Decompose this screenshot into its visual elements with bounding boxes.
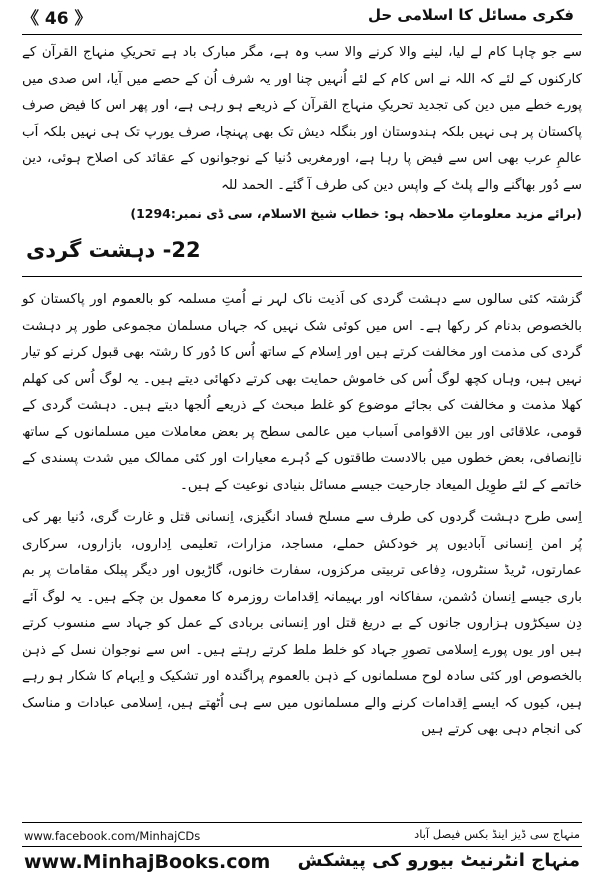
footer-publisher: منہاج سی ڈیز اینڈ بکس فیصل آباد [414, 827, 580, 841]
footer-divider-lower [22, 846, 582, 847]
reference-note [22, 203, 582, 225]
reference-number: 1294 [136, 206, 171, 221]
section-heading: 22- دہشت گردی [26, 238, 201, 262]
heading-underline [22, 276, 582, 277]
page-number: 《 46 》 [22, 9, 92, 29]
intro-paragraph: سے جو چاہا کام لے لیا، لینے والا کرنے والا سب وہ ہے، مگر مبارک باد ہے تحریکِ منہاج القرآن کے کارکنوں کے لئے کہ اللہ نے اس کام کے لئے اُنہیں چنا اور یہ شرف اُن کے حصے میں آیا، اس صدی میں پورے خطے میں دین کی تجدید تحریکِ منہاج القرآن کے ذریعے ہو رہی ہے، اور پھر اس کا فیض صرف پاکستان پر ہی نہیں بلکہ ہندوستان اور بنگلہ دیش تک بھی پہنچا، صرف یورپ تک ہی نہیں بلکہ اَب عالمِ عرب بھی اس سے فیض پا رہا ہے، اورمغربی دُنیا کے نوجوانوں کے عقائد کی اصلاح ہوئی، دین سے دُور بھاگنے والے پلٹ کے واپس دین کی طرف آ گئے۔ الحمد للہ [22, 45, 582, 193]
footer-presentation: منہاج انٹرنیٹ بیورو کی پیشکش [297, 850, 580, 871]
section-paragraph: گزشتہ کئی سالوں سے دہشت گردی کی اَذیت ناک لہر نے اُمتِ مسلمہ کو بالعموم اور پاکستان کو بالخصوص بدنام کر رکھا ہے۔ اس میں کوئی شک نہیں کہ جہاں مسلمان مجموعی طور پر دہشت گردی کی مذمت اور مخالفت کرتے ہیں اور اِسلام کے ساتھ اُس کا دُور کا رشتہ بھی قبول کرنے کو تیار نہیں ہیں، وہاں کچھ لوگ اُس کی خاموش حمایت بھی کرتے دکھائی دیتے ہیں۔ یہ لوگ اُس کی کھلم کھلا مذمت و مخالفت کی بجائے موضوع کو غلط مبحث کے ذریعے اُلجھا دیتے ہیں۔ دہشت گردی کے قومی، علاقائی اور بین الاقوامی اَسباب میں عالمی سطح پر بعض معاملات میں مسلمانوں کے ساتھ نااِنصافی، بعض خطوں میں بالادست طاقتوں کے دُہرے معیارات اور کئی ممالک میں شدت پسندی کے خاتمے کے لئے طوِیل المیعاد جارحیت جیسے مسائل بنیادی نوعیت کے ہیں۔ [22, 292, 582, 493]
footer-facebook-link[interactable]: www.facebook.com/MinhajCDs [24, 829, 201, 843]
book-title: فکری مسائل کا اسلامی حل [367, 6, 574, 24]
reference-text: (برائے مزید معلوماتِ ملاحظہ ہو: خطاب شیخ الاسلام، سی ڈی نمبر: [170, 206, 582, 221]
footer-books-link[interactable]: www.MinhajBooks.com [24, 851, 271, 873]
page-header [22, 0, 582, 34]
reference-close: ) [130, 206, 137, 221]
page-body [22, 40, 582, 744]
footer-divider [22, 822, 582, 823]
header-divider [22, 34, 582, 35]
section-heading-block [22, 237, 582, 279]
page-number-value: 46 [44, 9, 69, 29]
section-paragraph: اِسی طرح دہشت گردوں کی طرف سے مسلح فساد انگیزی، اِنسانی قتل و غارت گری، دُنیا بھر کی پُر امن اِنسانی آبادیوں پر خودکش حملے، مساجد، مزارات، تعلیمی اِداروں، بازاروں، سرکاری عمارتوں، ٹریڈ سنٹروں، دِفاعی تربیتی مرکزوں، سفارت خانوں، گاڑیوں اور دیگر پبلک مقامات پر بم باری جیسے اِنسان دُشمن، سفاکانہ اور بہیمانہ اِقدامات روزمرہ کا معمول بن چکے ہیں۔ یہ لوگ آئے دِن سیکڑوں ہزاروں جانوں کے بے دریغ قتل اور اِنسانی بربادی کے عمل کو جہاد سے منسوب کرتے ہیں اور یوں پورے اِسلامی تصورِ جہاد کو خلط ملط کرتے رہتے ہیں۔ اس سے نوجوان نسل کے ذہن بالخصوص اور کئی سادہ لوح مسلمانوں کے ذہن بالعموم پراگندہ اور تشکیک و اِبہام کا شکار ہو رہے ہیں، کیوں کہ ایسے اِقدامات کرنے والے مسلمانوں میں سے ہی اُٹھتے ہیں، اِسلامی عبادات و مناسک کی انجام دہی بھی کرتے ہیں [22, 510, 582, 737]
